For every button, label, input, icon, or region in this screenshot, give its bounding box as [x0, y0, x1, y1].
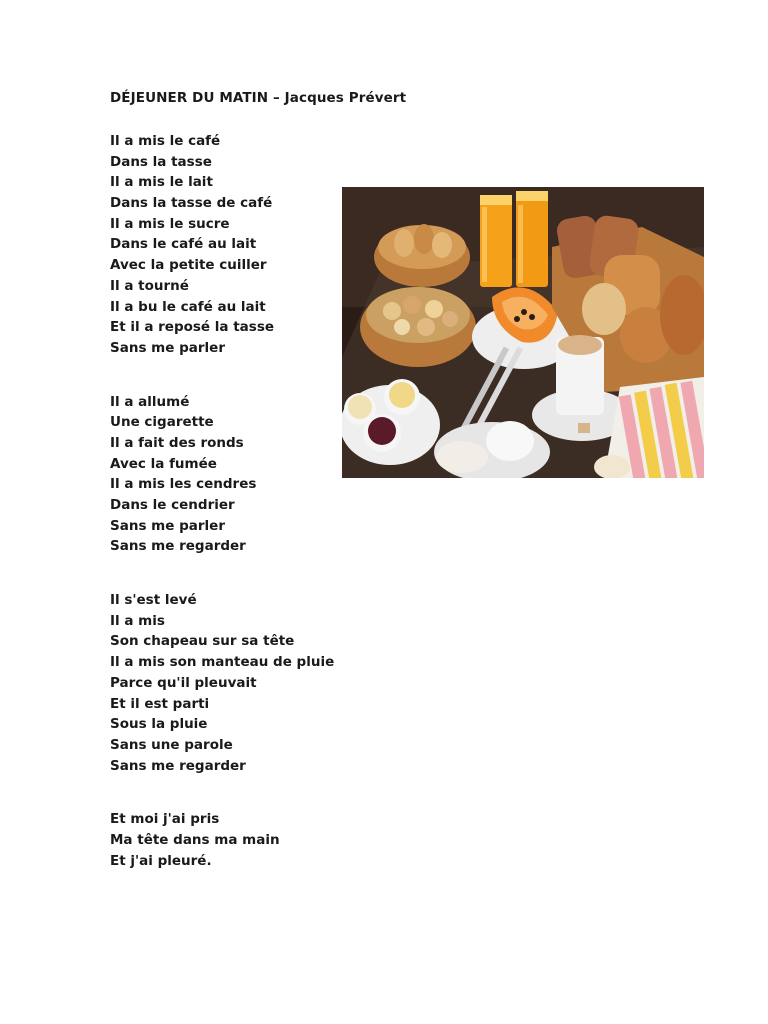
poem-line: Parce qu'il pleuvait [110, 674, 257, 691]
poem-line: Il a mis [110, 612, 165, 629]
breakfast-photo [342, 187, 704, 478]
stanza-2 [110, 392, 334, 558]
poem-line: Dans le cendrier [110, 497, 235, 513]
poem-line: Il a mis le sucre [110, 215, 230, 232]
poem-line: Sans me regarder [110, 538, 246, 555]
poem-line: Et il a reposé la tasse [110, 319, 275, 336]
poem-line: Il a bu le café au lait [110, 298, 266, 315]
poem-line: Dans le café au lait [110, 236, 257, 253]
poem-line: Il a tourné [110, 277, 189, 294]
poem-line: Avec la petite cuiller [110, 257, 267, 274]
poem-line: Une cigarette [110, 414, 214, 431]
poem-line: Il a mis le café [110, 133, 221, 149]
poem-line: Il a fait des ronds [110, 434, 244, 451]
stanza-4 [110, 809, 334, 871]
poem-line: Sans une parole [110, 736, 233, 753]
poem-line: Dans la tasse de café [110, 195, 273, 212]
poem-line: Il a mis le lait [110, 174, 213, 191]
juice-glass-left [480, 195, 512, 287]
stanza-1 [110, 131, 334, 359]
poem-line: Il s'est levé [110, 592, 197, 609]
poem-line: Ma tête dans ma main [110, 831, 280, 848]
poem-line: Sous la pluie [110, 716, 208, 733]
poem-line: Il a mis les cendres [110, 476, 257, 493]
poem-body [110, 131, 334, 871]
poem-line: Et il est parti [110, 695, 210, 712]
poem-line: Sans me parler [110, 517, 225, 534]
poem-line: Sans me parler [110, 339, 225, 356]
cookie-basket [360, 287, 476, 367]
poem-line: Et moi j'ai pris [110, 811, 220, 828]
juice-glass-right [516, 191, 548, 287]
poem-line: Avec la fumée [110, 455, 217, 472]
poem-line: Il a allumé [110, 393, 190, 410]
breakfast-photo-illustration [342, 187, 704, 478]
poem-line: Sans me regarder [110, 757, 246, 774]
poem-line: Il a mis son manteau de pluie [110, 654, 335, 671]
stanza-3 [110, 590, 334, 776]
poem-line: Et j'ai pleuré. [110, 852, 212, 869]
poem-line: Dans la tasse [110, 153, 212, 170]
poem-line: Son chapeau sur sa tête [110, 633, 295, 650]
bread-basket-top [374, 224, 470, 287]
poem-title: DÉJEUNER DU MATIN – Jacques Prévert [110, 90, 407, 106]
